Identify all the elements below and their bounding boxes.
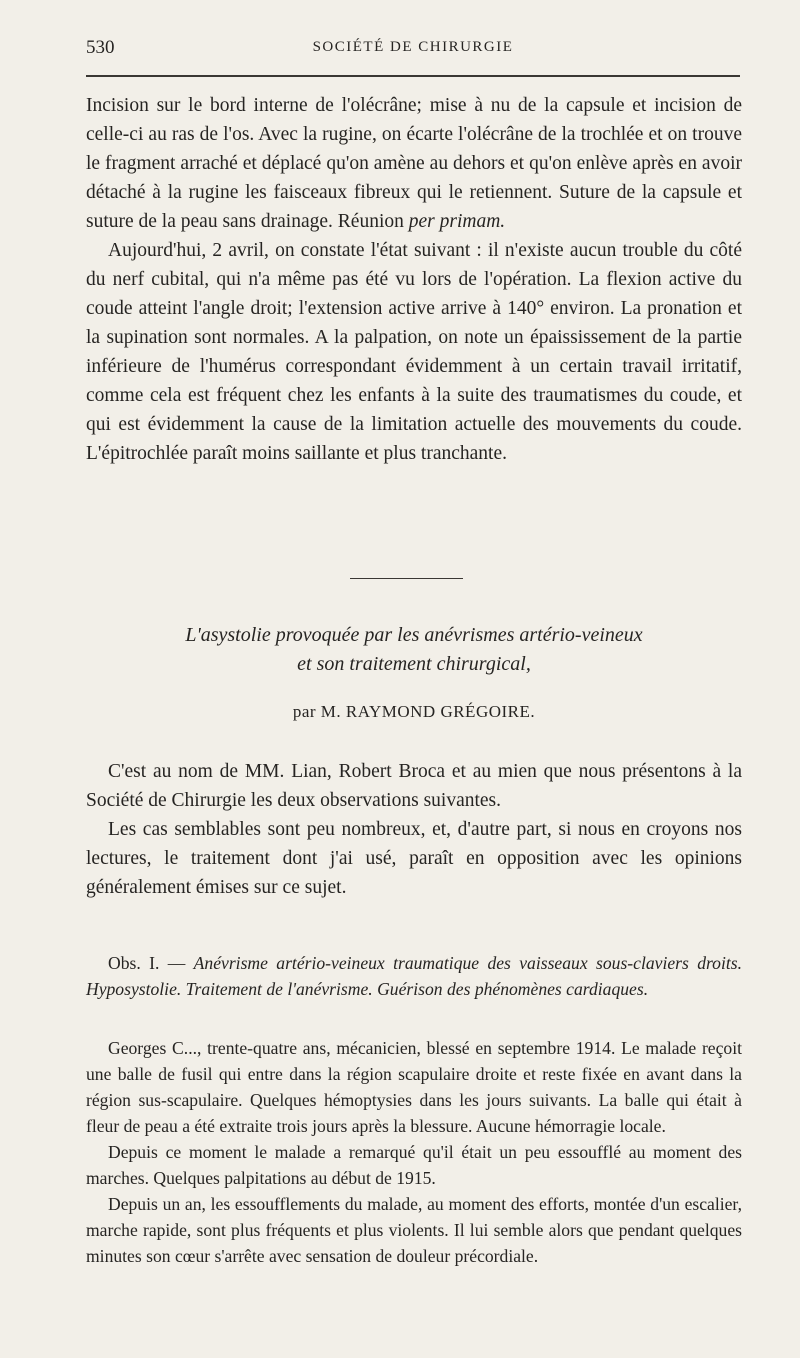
running-title: SOCIÉTÉ DE CHIRURGIE [312, 39, 514, 55]
article-title [86, 621, 742, 679]
observation-heading-text [86, 950, 742, 1002]
article-intro [86, 757, 742, 902]
section-separator [350, 578, 463, 579]
observation-heading [86, 950, 742, 1002]
article-author: par M. RAYMOND GRÉGOIRE. [292, 702, 536, 721]
page-header [86, 37, 740, 63]
paragraph-text: Incision sur le bord interne de l'olécrâne; mise à nu de la capsule et incision de celle-ci au ras de l'os. Avec la rugine, on écarte l'olécrâne de la trochlée et on trouve le fragment arraché et déplacé qu'on amène au dehors et qu'on enlève après en avoir détaché à la rugine les faisceaux fibreux qui le retiennent. Suture de la capsule et suture de la peau sans drainage. Réunion [86, 95, 742, 232]
paragraph: Les cas semblables sont peu nombreux, et, d'autre part, si nous en croyons nos lectures, le traitement dont j'ai usé, paraît en opposition avec les opinions généralement émises sur ce sujet. [86, 819, 742, 898]
paragraph: Aujourd'hui, 2 avril, on constate l'état suivant : il n'existe aucun trouble du côté du nerf cubital, qui n'a même pas été vu lors de l'opération. La flexion active du coude atteint l'angle droit; l'extension active arrive à 140° environ. La pronation et la supination sont normales. A la palpation, on note un épaississement de la partie inférieure de l'humérus correspondant évidemment à un certain travail irritatif, comme cela est fréquent chez les enfants à la suite des traumatismes du coude, et qui est évidemment la cause de la limitation actuelle des mouvements du coude. L'épitrochlée paraît moins saillante et plus tranchante. [86, 240, 742, 464]
paragraph: Georges C..., trente-quatre ans, mécanicien, blessé en septembre 1914. Le malade reçoit une balle de fusil qui entre dans la région scapulaire droite et reste fixée en avant dans la région sus-scapulaire. Quelques hémoptysies dans les jours suivants. La balle qui était à fleur de peau a été extraite trois jours après la blessure. Aucune hémorragie locale. [86, 1038, 742, 1136]
section-continued-text [86, 91, 742, 468]
observation-title: Anévrisme artério-veineux traumatique des vaisseaux sous-claviers droits. Hyposystolie. Traitement de l'anévrisme. Guérison des phénomènes cardiaques. [86, 953, 742, 999]
paragraph [86, 91, 742, 236]
paragraph: C'est au nom de MM. Lian, Robert Broca et au mien que nous présentons à la Société de Chirurgie les deux observations suivantes. [86, 761, 742, 811]
article-title-line-1: L'asystolie provoquée par les anévrismes artério-veineux [185, 624, 643, 646]
article-title-line-2: et son traitement chirurgical, [297, 653, 531, 675]
paragraph: Depuis un an, les essoufflements du malade, au moment des efforts, montée d'un escalier, marche rapide, sont plus fréquents et plus violents. Il lui semble alors que pendant quelques minutes son cœur s'arrête avec sensation de douleur précordiale. [86, 1194, 742, 1266]
italic-phrase: per primam. [408, 211, 506, 232]
page-number: 530 [86, 37, 115, 58]
observation-label: Obs. I. — [108, 953, 186, 973]
observation-body [86, 1035, 742, 1269]
paragraph: Depuis ce moment le malade a remarqué qu'il était un peu essoufflé au moment des marches. Quelques palpitations au début de 1915. [86, 1142, 742, 1188]
header-rule [86, 75, 740, 77]
